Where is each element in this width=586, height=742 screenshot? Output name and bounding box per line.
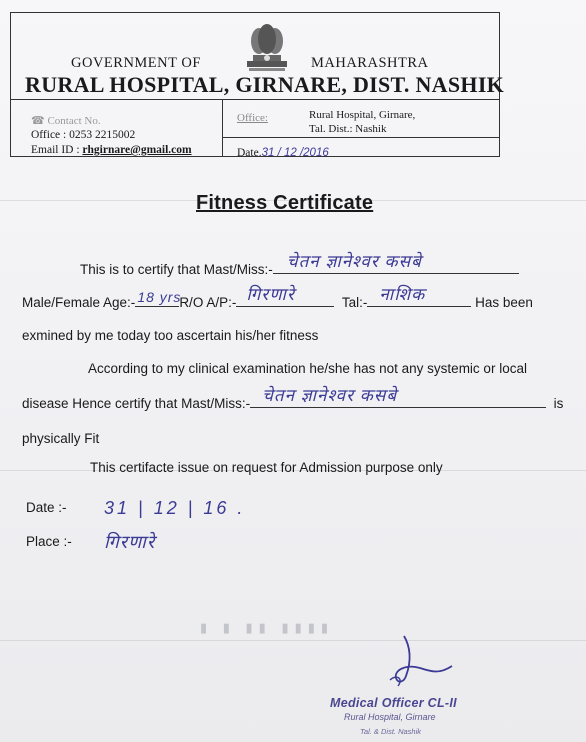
office-label: Office: [237,112,268,124]
office-phone: Office : 0253 2215002 [31,129,136,141]
line-2: Male/Female Age:- 18 yrs R/O A/P:- गिरणारे Tal:- नाशिक Has been [22,295,533,310]
line-7: This certifacte issue on request for Admission purpose only [90,460,443,475]
office-address-2: Tal. Dist.: Nashik [309,123,387,135]
divider [222,137,500,138]
ashoka-emblem-icon [237,17,297,73]
stamp-line-2: Rural Hospital, Girnare [344,712,436,722]
line-3: exmined by me today too ascertain his/her fitness [22,328,319,343]
signature-icon [376,630,456,700]
line-6: physically Fit [22,431,100,446]
header-date-value: 31 / 12 /2016 [261,147,329,159]
line-4: According to my clinical examination he/she has not any systemic or local [88,361,527,376]
stamp-line-1: Medical Officer CL-II [330,696,457,710]
candidate-name: चेतन ज्ञानेश्वर कसबे [286,252,422,271]
stamp-line-3: Tal. & Dist. Nashik [360,727,421,736]
date-label: Date :- [26,500,67,515]
place-label: Place :- [26,534,72,549]
place-value: गिरणारे [104,532,156,552]
candidate-tal: नाशिक [379,285,426,304]
header-date: Date.31 / 12 /2016 [237,147,329,159]
gov-left: GOVERNMENT OF [71,55,201,71]
letterhead-box [10,12,505,159]
email-line: Email ID : rhgirnare@gmail.com [31,144,192,156]
gov-right: MAHARASHTRA [311,55,429,71]
paper-crease [0,640,586,641]
candidate-name-repeat: चेतन ज्ञानेश्वर कसबे [262,386,398,405]
show-through-text: ▮ ▮ ▮▮ ▮▮▮▮ [200,620,335,635]
line-1: This is to certify that Mast/Miss:- चेतन ज्ञानेश्वर कसबे [80,262,519,277]
email-link[interactable]: rhgirnare@gmail.com [82,144,192,156]
divider [222,99,223,156]
candidate-ap: गिरणारे [246,285,295,304]
hospital-name: RURAL HOSPITAL, GIRNARE, DIST. NASHIK [25,72,505,97]
line-5: disease Hence certify that Mast/Miss:- चेतन ज्ञानेश्वर कसबे is [22,396,563,411]
candidate-age: 18 yrs [137,289,182,305]
office-address-1: Rural Hospital, Girnare, [309,109,416,121]
date-value: 31 | 12 | 16 . [104,498,246,518]
phone-icon: ☎ [31,115,48,127]
contact-label: ☎ Contact No. [31,115,101,127]
certificate-title: Fitness Certificate [196,192,374,214]
divider [11,99,499,100]
